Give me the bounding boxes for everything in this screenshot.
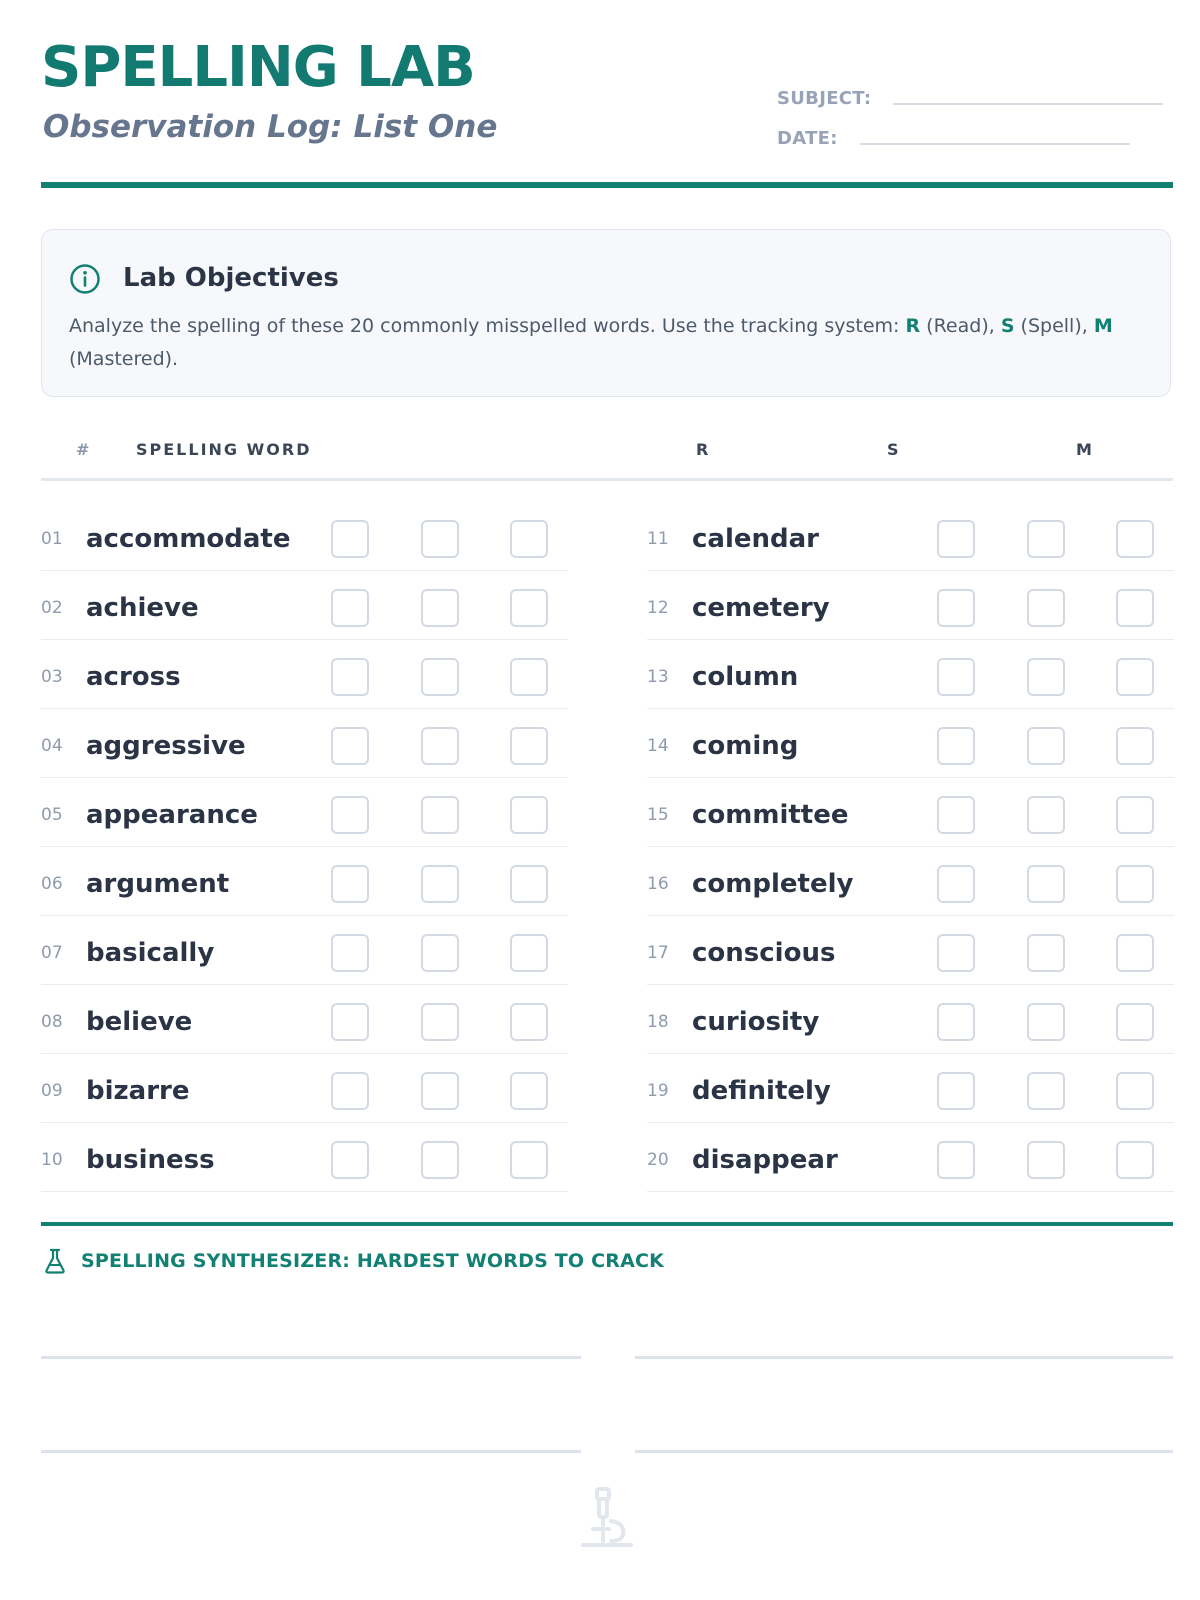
page-title: SPELLING LAB	[41, 35, 475, 100]
header-divider	[41, 182, 1173, 188]
read-checkbox[interactable]	[937, 1072, 975, 1110]
word-row	[647, 640, 1174, 709]
subject-label: SUBJECT:	[777, 88, 872, 109]
mastered-checkbox[interactable]	[510, 1072, 548, 1110]
word-row	[647, 502, 1174, 571]
mastered-checkbox[interactable]	[1116, 1003, 1154, 1041]
word-list-left	[41, 502, 568, 1192]
spell-checkbox[interactable]	[421, 934, 459, 972]
flask-icon	[43, 1247, 67, 1275]
mastered-checkbox[interactable]	[1116, 865, 1154, 903]
word-number: 04	[41, 736, 63, 756]
read-checkbox[interactable]	[331, 934, 369, 972]
word-number: 05	[41, 805, 63, 825]
header-spell: S	[887, 440, 901, 459]
word-row	[41, 1054, 568, 1123]
read-checkbox[interactable]	[937, 520, 975, 558]
page-subtitle: Observation Log: List One	[43, 109, 498, 145]
mastered-checkbox[interactable]	[510, 1003, 548, 1041]
spelling-word: achieve	[86, 593, 199, 623]
word-row	[41, 985, 568, 1054]
spelling-word: disappear	[692, 1145, 838, 1175]
read-checkbox[interactable]	[331, 1072, 369, 1110]
spell-checkbox[interactable]	[1027, 520, 1065, 558]
date-label: DATE:	[777, 128, 838, 149]
word-row	[41, 709, 568, 778]
spell-checkbox[interactable]	[421, 796, 459, 834]
read-checkbox[interactable]	[331, 589, 369, 627]
spelling-word: appearance	[86, 800, 258, 830]
spelling-word: business	[86, 1145, 215, 1175]
answer-line[interactable]	[41, 1356, 581, 1359]
objectives-box	[41, 229, 1171, 397]
spelling-word: aggressive	[86, 731, 246, 761]
word-number: 13	[647, 667, 669, 687]
table-header-divider	[41, 478, 1173, 481]
spelling-word: cemetery	[692, 593, 830, 623]
word-row	[41, 778, 568, 847]
read-checkbox[interactable]	[937, 934, 975, 972]
code-m-desc: (Mastered).	[69, 348, 179, 370]
date-field[interactable]	[777, 128, 1130, 149]
mastered-checkbox[interactable]	[510, 796, 548, 834]
spell-checkbox[interactable]	[1027, 1141, 1065, 1179]
spelling-word: argument	[86, 869, 230, 899]
mastered-checkbox[interactable]	[510, 658, 548, 696]
word-number: 11	[647, 529, 669, 549]
mastered-checkbox[interactable]	[1116, 727, 1154, 765]
read-checkbox[interactable]	[937, 658, 975, 696]
word-row	[647, 709, 1174, 778]
word-row	[41, 916, 568, 985]
spell-checkbox[interactable]	[421, 658, 459, 696]
spelling-word: basically	[86, 938, 215, 968]
word-row	[41, 571, 568, 640]
spelling-word: calendar	[692, 524, 819, 554]
subject-line[interactable]	[893, 103, 1163, 105]
read-checkbox[interactable]	[331, 796, 369, 834]
spell-checkbox[interactable]	[421, 1141, 459, 1179]
spelling-word: completely	[692, 869, 854, 899]
synthesizer-title: SPELLING SYNTHESIZER: HARDEST WORDS TO CRACK	[81, 1250, 665, 1272]
code-s: S	[1000, 315, 1015, 337]
spell-checkbox[interactable]	[1027, 727, 1065, 765]
mastered-checkbox[interactable]	[510, 865, 548, 903]
spelling-word: committee	[692, 800, 849, 830]
word-row	[647, 847, 1174, 916]
mastered-checkbox[interactable]	[1116, 934, 1154, 972]
word-number: 10	[41, 1150, 63, 1170]
word-number: 12	[647, 598, 669, 618]
microscope-icon	[577, 1485, 637, 1549]
spell-checkbox[interactable]	[1027, 1003, 1065, 1041]
word-number: 01	[41, 529, 63, 549]
mastered-checkbox[interactable]	[1116, 1072, 1154, 1110]
mastered-checkbox[interactable]	[1116, 658, 1154, 696]
spell-checkbox[interactable]	[421, 1072, 459, 1110]
word-number: 20	[647, 1150, 669, 1170]
word-number: 02	[41, 598, 63, 618]
word-row	[647, 778, 1174, 847]
read-checkbox[interactable]	[331, 727, 369, 765]
spelling-word: curiosity	[692, 1007, 820, 1037]
spelling-word: believe	[86, 1007, 193, 1037]
header-mastered: M	[1076, 440, 1094, 459]
spell-checkbox[interactable]	[1027, 658, 1065, 696]
spell-checkbox[interactable]	[1027, 1072, 1065, 1110]
word-row	[647, 916, 1174, 985]
word-number: 03	[41, 667, 63, 687]
word-number: 18	[647, 1012, 669, 1032]
spell-checkbox[interactable]	[1027, 934, 1065, 972]
word-number: 19	[647, 1081, 669, 1101]
synthesizer-divider	[41, 1222, 1173, 1226]
word-row	[41, 1123, 568, 1192]
mastered-checkbox[interactable]	[510, 934, 548, 972]
mastered-checkbox[interactable]	[1116, 589, 1154, 627]
mastered-checkbox[interactable]	[510, 727, 548, 765]
word-number: 06	[41, 874, 63, 894]
read-checkbox[interactable]	[937, 1003, 975, 1041]
read-checkbox[interactable]	[937, 796, 975, 834]
read-checkbox[interactable]	[937, 865, 975, 903]
spelling-word: conscious	[692, 938, 836, 968]
spell-checkbox[interactable]	[421, 589, 459, 627]
objectives-title: Lab Objectives	[123, 263, 339, 293]
code-m: M	[1093, 315, 1113, 337]
word-row	[647, 1054, 1174, 1123]
word-number: 07	[41, 943, 63, 963]
header-number: #	[76, 440, 92, 459]
info-icon	[69, 263, 101, 295]
code-s-desc: (Spell),	[1014, 315, 1094, 337]
mastered-checkbox[interactable]	[1116, 520, 1154, 558]
spell-checkbox[interactable]	[421, 727, 459, 765]
spell-checkbox[interactable]	[421, 1003, 459, 1041]
word-row	[647, 571, 1174, 640]
read-checkbox[interactable]	[331, 520, 369, 558]
header-spelling-word: SPELLING WORD	[136, 440, 312, 459]
objectives-text-intro: Analyze the spelling of these 20 commonly misspelled words. Use the tracking system:	[69, 315, 906, 337]
word-number: 08	[41, 1012, 63, 1032]
read-checkbox[interactable]	[331, 865, 369, 903]
mastered-checkbox[interactable]	[510, 1141, 548, 1179]
mastered-checkbox[interactable]	[1116, 1141, 1154, 1179]
word-row	[41, 502, 568, 571]
word-row	[647, 1123, 1174, 1192]
word-number: 15	[647, 805, 669, 825]
spell-checkbox[interactable]	[421, 865, 459, 903]
read-checkbox[interactable]	[331, 658, 369, 696]
spelling-word: accommodate	[86, 524, 291, 554]
code-r-desc: (Read),	[920, 315, 1001, 337]
subject-field[interactable]	[777, 88, 1163, 109]
answer-line[interactable]	[635, 1356, 1173, 1359]
read-checkbox[interactable]	[937, 1141, 975, 1179]
spell-checkbox[interactable]	[1027, 589, 1065, 627]
spelling-word: across	[86, 662, 181, 692]
mastered-checkbox[interactable]	[510, 520, 548, 558]
read-checkbox[interactable]	[937, 589, 975, 627]
read-checkbox[interactable]	[331, 1003, 369, 1041]
word-number: 17	[647, 943, 669, 963]
spell-checkbox[interactable]	[1027, 796, 1065, 834]
read-checkbox[interactable]	[937, 727, 975, 765]
mastered-checkbox[interactable]	[510, 589, 548, 627]
word-number: 16	[647, 874, 669, 894]
worksheet-page	[41, 0, 1173, 1600]
word-row	[41, 640, 568, 709]
spelling-word: bizarre	[86, 1076, 190, 1106]
word-number: 14	[647, 736, 669, 756]
spelling-word: coming	[692, 731, 799, 761]
mastered-checkbox[interactable]	[1116, 796, 1154, 834]
word-number: 09	[41, 1081, 63, 1101]
spelling-word: definitely	[692, 1076, 831, 1106]
word-list-right	[647, 502, 1174, 1192]
objectives-text	[69, 310, 1144, 376]
read-checkbox[interactable]	[331, 1141, 369, 1179]
header-read: R	[696, 440, 711, 459]
answer-line[interactable]	[635, 1450, 1173, 1453]
word-row	[647, 985, 1174, 1054]
spell-checkbox[interactable]	[421, 520, 459, 558]
word-row	[41, 847, 568, 916]
spell-checkbox[interactable]	[1027, 865, 1065, 903]
code-r: R	[905, 315, 921, 337]
spelling-word: column	[692, 662, 799, 692]
date-line[interactable]	[860, 143, 1130, 145]
answer-line[interactable]	[41, 1450, 581, 1453]
